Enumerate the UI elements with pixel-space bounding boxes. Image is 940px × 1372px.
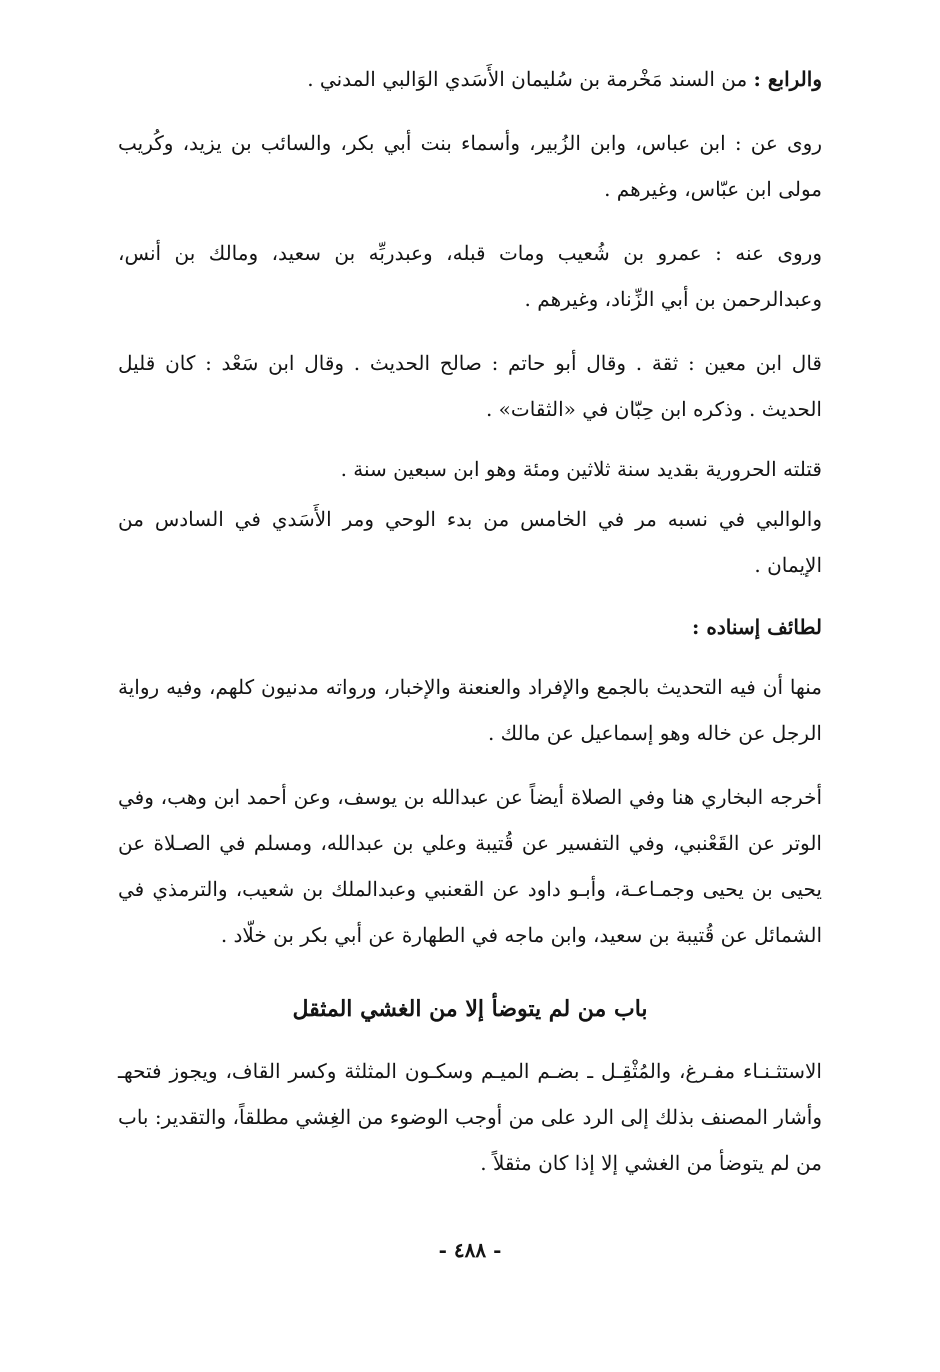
lineage-paragraph: والوالبي في نسبه مر في الخامس من بدء الوحي ومر الأَسَدي في السادس من الإيمان . — [118, 507, 822, 577]
narrator-intro-text: من السند مَخْرمة بن سُليمان الأَسَدي الوَالبي المدني . — [307, 67, 754, 91]
narrator-intro-paragraph — [118, 56, 822, 102]
takhrij-paragraph: أخرجه البخاري هنا وفي الصلاة أيضاً عن عبدالله بن يوسف، وعن أحمد ابن وهب، وفي الوتر عن القَعْنبي، وفي التفسير عن قُتيبة وعلي بن عبدالله، ومسلم في الصـلاة عن يحيى بن يحيى وجمـاعـة، وأبـو داود عن القعنبي وعبدالملك بن شعيب، والترمذي في الشمائل عن قُتيبة بن سعيد، وابن ماجه في الطهارة عن أبي بكر بن خلّاد . — [118, 785, 822, 947]
chapter-explanation-paragraph: الاستثـنـاء مفـرغ، والمُثْقِـل ـ بضـم الميـم وسكـون المثلثة وكسر القاف، ويجوز فتحهـ وأشار المصنف بذلك إلى الرد على من أوجب الوضوء من الغِشي مطلقاً، والتقدير: باب من لم يتوضأ من الغشي إلا إذا كان مثقلاً . — [118, 1059, 822, 1175]
grading-paragraph: قال ابن معين : ثقة . وقال أبو حاتم : صالح الحديث . وقال ابن سَعْد : كان قليل الحديث . وذكره ابن حِبّان في «الثقات» . — [118, 351, 822, 421]
isnad-subtleties-heading: لطائف إسناده : — [692, 615, 822, 639]
narrated-from-paragraph: روى عن : ابن عباس، وابن الزُبير، وأسماء بنت أبي بكر، والسائب بن يزيد، وكُريب مولى ابن عبّاس، وغيرهم . — [118, 131, 822, 201]
narrated-by-paragraph: وروى عنه : عمرو بن شُعيب ومات قبله، وعبدربِّه بن سعيد، ومالك بن أنس، وعبدالرحمن بن أبي الزِّناد، وغيرهم . — [118, 241, 822, 311]
isnad-subtleties-paragraph: منها أن فيه التحديث بالجمع والإفراد والعنعنة والإخبار، ورواته مدنيون كلهم، وفيه رواية الرجل عن خاله وهو إسماعيل عن مالك . — [118, 675, 822, 745]
narrator-intro-lead: والرابع : — [753, 67, 822, 91]
death-paragraph: قتلته الحرورية بقديد سنة ثلاثين ومئة وهو ابن سبعين سنة . — [340, 457, 822, 481]
page-body — [118, 56, 822, 1316]
page-number: - ٤٨٨ - — [438, 1238, 502, 1262]
chapter-title: باب من لم يتوضأ إلا من الغشي المثقل — [292, 996, 648, 1022]
